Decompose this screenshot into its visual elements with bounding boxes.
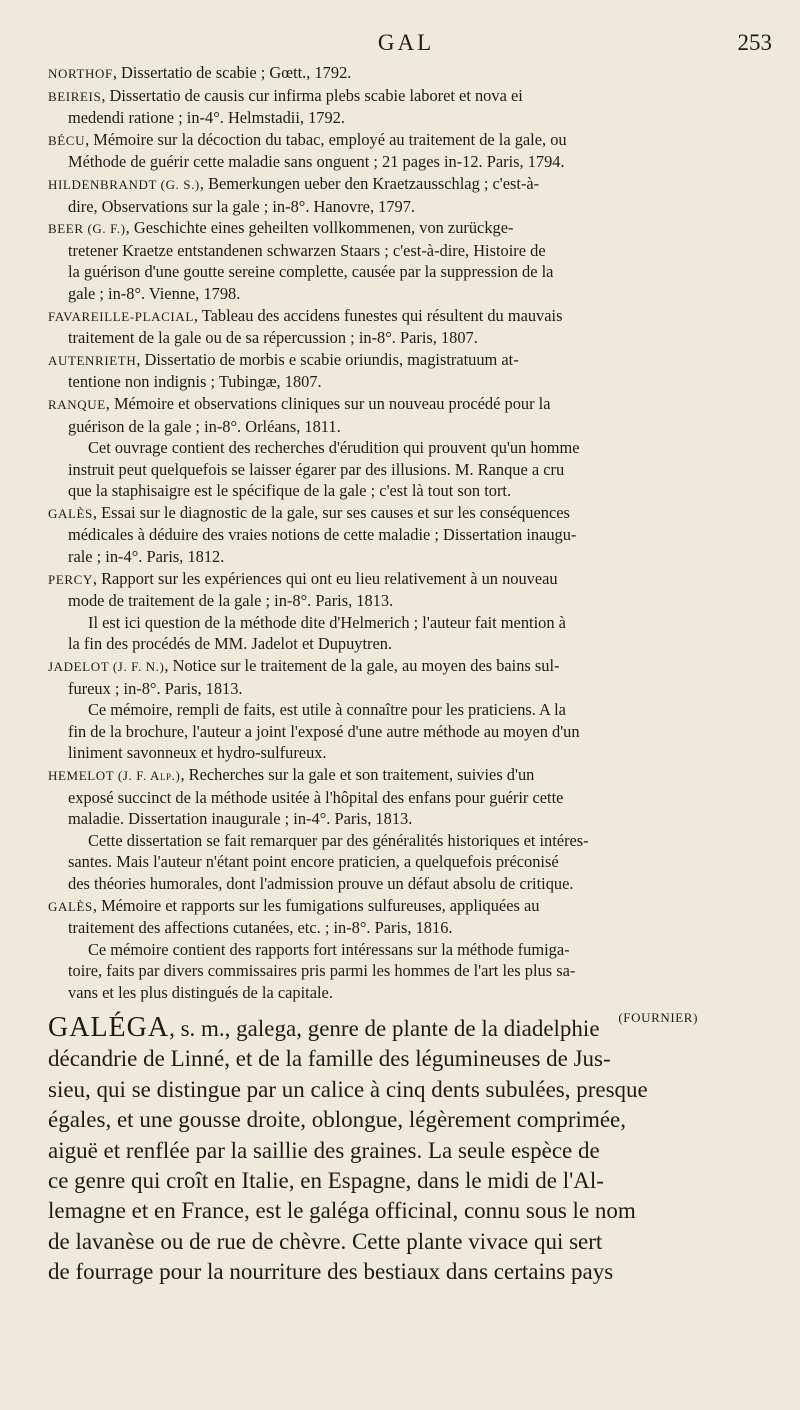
bibliography-entry [48,568,780,612]
page-number: 253 [737,30,772,55]
entry-line: la guérison d'une goutte sereine complette, causée par la suppression de la [68,262,554,282]
entry-line: BEER (G. F.), Geschichte eines geheilten vollkommenen, von zurückge- [48,218,514,238]
bibliography-entry [48,217,780,304]
note-line: toire, faits par divers commissaires pris parmi les hommes de l'art les plus sa- [68,961,576,981]
entry-line: GALÈS, Essai sur le diagnostic de la gale, sur ses causes et sur les conséquences [48,502,570,522]
entry-line: maladie. Dissertation inaugurale ; in-4°. Paris, 1813. [68,809,413,829]
entry-author: GALÈS [48,898,93,914]
note-line: fin de la brochure, l'auteur a joint l'exposé d'une autre méthode au moyen d'un [68,721,580,741]
entry-line: rale ; in-4°. Paris, 1812. [68,547,225,567]
note-line: Il est ici question de la méthode dite d'Helmerich ; l'auteur fait mention à [88,612,566,632]
headword: GALÉGA [48,1012,170,1043]
entry-line: FAVAREILLE-PLACIAL, Tableau des accidens funestes qui résultent du mauvais [48,305,563,325]
entry-author: BEER (G. F.) [48,221,126,237]
article-line: décandrie de Linné, et de la famille des légumineuses de Jus- [48,1046,611,1072]
entry-line: GALÈS, Mémoire et rapports sur les fumigations sulfureuses, appliquées au [48,895,540,915]
note-line: vans et les plus distingués de la capitale. [68,982,333,1002]
entry-line: BÉCU, Mémoire sur la décoction du tabac, employé au traitement de la gale, ou [48,129,567,149]
entry-line: AUTENRIETH, Dissertatio de morbis e scabie oriundis, magistratuum at- [48,349,519,369]
entry-author: FAVAREILLE-PLACIAL [48,308,194,324]
bibliography-entry [48,655,780,699]
commentary-note [48,437,780,502]
commentary-note [48,939,780,1004]
note-line: instruit peut quelquefois se laisser égarer par des illusions. M. Ranque a cru [68,459,565,479]
entry-line: RANQUE, Mémoire et observations cliniques sur un nouveau procédé pour la [48,393,551,413]
entry-line: traitement de la gale ou de sa répercussion ; in-8°. Paris, 1807. [68,328,478,348]
bibliography-entry [48,173,780,217]
bibliography-entry [48,349,780,393]
entry-author: AUTENRIETH [48,352,137,368]
entry-line: guérison de la gale ; in-8°. Orléans, 1811. [68,416,341,436]
entry-line: medendi ratione ; in-4°. Helmstadii, 1792. [68,108,345,128]
bibliography-entry [48,129,780,173]
article-line: GALÉGA, s. m., galega, genre de plante de la diadelphie [48,1012,600,1043]
bibliography-entry [48,305,780,349]
entry-author: BÉCU [48,132,86,148]
article-line: lemagne et en France, est le galéga officinal, connu sous le nom [48,1198,636,1224]
article-line: égales, et une gousse droite, oblongue, légèrement comprimée, [48,1107,626,1133]
note-line: des théories humorales, dont l'admission prouve un défaut absolu de critique. [68,873,574,893]
note-line: Cet ouvrage contient des recherches d'érudition qui prouvent qu'un homme [88,438,580,458]
commentary-note [48,699,780,764]
bibliography-entry [48,895,780,939]
bibliography-entry [48,502,780,568]
entry-author: HEMELOT (J. F. Alp.) [48,768,181,783]
entry-line: fureux ; in-8°. Paris, 1813. [68,678,243,698]
running-header [40,30,772,60]
entry-line: traitement des affections cutanées, etc. ; in-8°. Paris, 1816. [68,918,453,938]
entry-line: BEIREIS, Dissertatio de causis cur infirma plebs scabie laboret et nova ei [48,85,523,105]
entry-line: tretener Kraetze entstandenen schwarzen Staars ; c'est-à-dire, Histoire de [68,240,546,260]
bibliography-entry [48,62,780,85]
note-line: Cette dissertation se fait remarquer par des généralités historiques et intéres- [88,830,589,850]
entry-line: Méthode de guérir cette maladie sans onguent ; 21 pages in-12. Paris, 1794. [68,152,565,172]
entry-line: exposé succinct de la méthode usitée à l'hôpital des enfans pour guérir cette [68,787,564,807]
note-line: liniment savonneux et hydro-sulfureux. [68,743,327,763]
entry-line: mode de traitement de la gale ; in-8°. Paris, 1813. [68,591,394,611]
article-line: de lavanèse ou de rue de chèvre. Cette plante vivace qui sert [48,1228,603,1254]
commentary-note [48,612,780,655]
entry-line: HILDENBRANDT (G. S.), Bemerkungen ueber den Kraetzausschlag ; c'est-à- [48,173,540,193]
entry-author: NORTHOF [48,66,113,81]
commentary-note [48,830,780,895]
entry-line: gale ; in-8°. Vienne, 1798. [68,283,241,303]
bibliography-entry [48,393,780,437]
article-line: ce genre qui croît en Italie, en Espagne, dans le midi de l'Al- [48,1168,604,1194]
entry-line: JADELOT (J. F. N.), Notice sur le traitement de la gale, au moyen des bains sul- [48,656,560,676]
entry-author: RANQUE [48,396,106,412]
entry-line: tentione non indignis ; Tubingæ, 1807. [68,372,322,392]
note-line: que la staphisaigre est le spécifique de la gale ; c'est là tout son tort. [68,481,512,501]
note-line: la fin des procédés de MM. Jadelot et Dupuytren. [68,634,393,654]
note-line: Ce mémoire, rempli de faits, est utile à connaître pour les praticiens. A la [88,700,566,720]
entry-line: PERCY, Rapport sur les expériences qui ont eu lieu relativement à un nouveau [48,568,558,588]
note-line: Ce mémoire contient des rapports fort intéressans sur la méthode fumiga- [88,939,570,959]
entry-line: NORTHOF, Dissertatio de scabie ; Gœtt., 1792. [48,63,352,82]
entry-line: médicales à déduire des vraies notions de cette maladie ; Dissertation inaugu- [68,525,577,545]
article-line: sieu, qui se distingue par un calice à cinq dents subulées, presque [48,1076,648,1102]
article-line: de fourrage pour la nourriture des bestiaux dans certains pays [48,1259,614,1285]
entry-author: JADELOT (J. F. N.) [48,659,165,675]
entry-line: HEMELOT (J. F. Alp.), Recherches sur la gale et son traitement, suivies d'un [48,765,535,784]
note-line: santes. Mais l'auteur n'étant point encore praticien, a quelquefois préconisé [68,852,559,872]
article-line: aiguë et renflée par la saillie des graines. La seule espèce de [48,1137,600,1163]
article-galega [48,1013,728,1288]
bibliography [48,62,780,1026]
bibliography-entry [48,85,780,129]
entry-line: dire, Observations sur la gale ; in-8°. Hanovre, 1797. [68,196,416,216]
bibliography-entry [48,764,780,830]
running-title: GAL [377,30,435,55]
entry-author: BEIREIS [48,88,102,104]
entry-author: GALÈS [48,505,93,521]
author-signature: (FOURNIER) [618,1009,698,1025]
entry-author: PERCY [48,571,93,587]
entry-author: HILDENBRANDT (G. S.) [48,176,200,192]
